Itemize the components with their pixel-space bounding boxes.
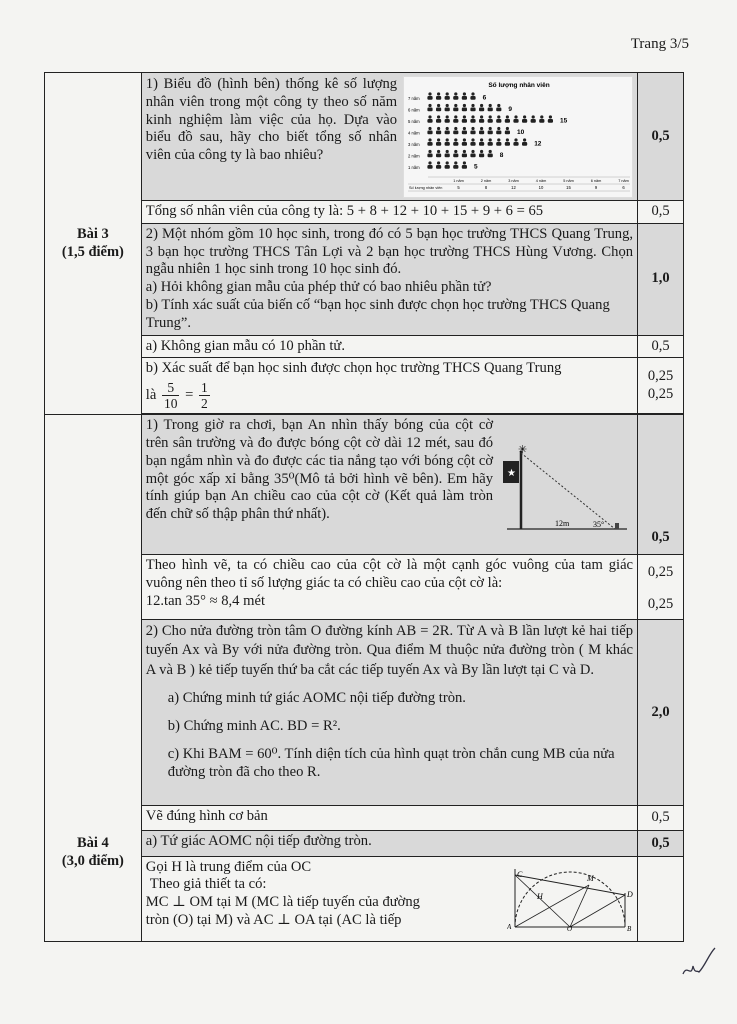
bai4-q2-intro: 2) Cho nửa đường tròn tâm O đường kính AB = 2R. Từ A và B lần lượt kẻ hai tiếp tuyến Ax và By với nửa đường tròn. Qua điểm M thuộc nửa đường tròn ( M khác A và B ) kẻ tiếp tuyến thứ ba cắt các tiếp tuyến Ax và By lần lượt tại C và D. — [145, 622, 634, 678]
segment-oc — [515, 875, 570, 927]
person-icon-body — [436, 165, 441, 169]
shadow-length-label: 12m — [555, 519, 570, 529]
person-icon-body — [496, 131, 501, 135]
flagpole-figure — [497, 439, 633, 539]
bai3-q2-ans-b-scores — [638, 358, 684, 414]
person-icon-body — [462, 154, 467, 158]
person-icon-head — [480, 127, 483, 130]
bai3-q2-ans-b-score1: 0,25 — [647, 368, 674, 385]
person-icon-head — [514, 115, 517, 118]
person-icon-body — [470, 154, 475, 158]
person-icon-body — [539, 119, 544, 123]
label-h: H — [537, 891, 543, 901]
bai4-q1-cell — [141, 415, 637, 555]
person-icon-head — [463, 92, 466, 95]
person-icon-body — [470, 108, 475, 112]
person-icon-body — [436, 154, 441, 158]
employee-chart-svg — [404, 77, 634, 199]
person-icon-body — [505, 119, 510, 123]
person-icon-head — [480, 150, 483, 153]
label-c: C — [517, 869, 523, 879]
chart-table-header: 5 năm — [563, 179, 574, 183]
person-icon-head — [471, 92, 474, 95]
bai3-q2-cell — [141, 223, 637, 335]
person-icon-head — [497, 138, 500, 141]
person-icon-body — [462, 96, 467, 100]
chart-value-label: 12 — [534, 140, 542, 148]
person-icon-head — [471, 104, 474, 107]
bai4-q1-score: 0,5 — [638, 415, 684, 555]
person-icon-body — [496, 142, 501, 146]
person-icon-head — [471, 138, 474, 141]
bai4-q2-ans-draw-score: 0,5 — [638, 806, 684, 831]
chart-table-value: 10 — [538, 185, 544, 190]
person-icon-head — [454, 150, 457, 153]
tangent-cd — [515, 875, 625, 895]
bai4-q2-ans-a-score: 0,5 — [638, 831, 684, 856]
frac1-den: 10 — [163, 396, 178, 412]
person-icon-body — [496, 119, 501, 123]
semicircle-svg — [507, 865, 633, 931]
bai4-q2-proof-row — [45, 856, 684, 941]
bai3-q2-intro: 2) Một nhóm gồm 10 học sinh, trong đó có 5 bạn học trường THCS Quang Trung, 3 bạn học trường THCS Tân Lợi và 2 bạn học trường THCS Hùng Vương. Chọn ngẫu nhiên 1 học sinh trong 10 học sinh đó. — [145, 225, 634, 278]
person-icon-head — [463, 150, 466, 153]
bai4-q2-proof-score — [638, 856, 684, 941]
person-icon-body — [462, 165, 467, 169]
bai3-q2-ans-b-prefix: là — [145, 387, 157, 404]
person-icon-body — [470, 142, 475, 146]
person-icon-head — [437, 92, 440, 95]
chart-row-label: 4 năm — [408, 130, 420, 136]
bai3-q2-ans-b-cell — [141, 358, 637, 414]
chart-table-value: 5 — [457, 185, 460, 190]
person-icon-head — [506, 138, 509, 141]
person-icon-head — [446, 104, 449, 107]
person-icon-head — [463, 104, 466, 107]
person-icon-head — [463, 138, 466, 141]
bai4-points: (3,0 điểm) — [61, 852, 124, 869]
segment-od — [570, 895, 625, 927]
person-icon-body — [488, 131, 493, 135]
label-b: B — [627, 924, 632, 931]
person-icon-head — [446, 92, 449, 95]
chart-row-label: 2 năm — [408, 153, 420, 159]
person-icon-head — [532, 115, 535, 118]
bai4-q1-answer-scores — [638, 555, 684, 619]
person-icon-body — [427, 119, 432, 123]
bai4-label: Bài 4 — [76, 835, 109, 852]
person-icon-body — [453, 108, 458, 112]
person-icon-body — [513, 119, 518, 123]
person-icon-head — [454, 115, 457, 118]
chart-table-header: 4 năm — [535, 179, 547, 183]
bai4-label-cell — [45, 415, 142, 941]
person-icon-head — [437, 161, 440, 164]
person-icon-head — [428, 127, 431, 130]
person-icon-head — [471, 150, 474, 153]
bai3-q2-ans-b-score2: 0,25 — [647, 385, 674, 402]
person-icon-head — [506, 115, 509, 118]
person-icon-body — [488, 142, 493, 146]
page-number: Trang 3/5 — [630, 36, 689, 52]
chart-table-value: 9 — [594, 185, 598, 190]
person-icon-body — [436, 142, 441, 146]
chart-value-label: 9 — [508, 106, 513, 113]
person-icon-body — [427, 165, 432, 169]
person-icon-head — [454, 104, 457, 107]
bai3-q2-b: b) Tính xác suất của biến cố “bạn học sinh được chọn học trường THCS Quang Trung”. — [145, 296, 610, 331]
bai4-q2-ans-line4: tròn (O) tại M) và AC ⊥ OA tại (AC là tiếp — [145, 911, 402, 928]
person-icon-head — [437, 150, 440, 153]
chart-value-label: 5 — [474, 163, 478, 171]
flagpole-svg — [497, 439, 633, 539]
chart-table-value: 8 — [484, 185, 488, 190]
person-icon-head — [463, 161, 466, 164]
person-icon-body — [436, 119, 441, 123]
person-icon-head — [446, 127, 449, 130]
person-icon-head — [489, 138, 492, 141]
bai3-q1-answer: Tổng số nhân viên của công ty là: 5 + 8 + 12 + 10 + 15 + 9 + 6 = 65 — [141, 201, 637, 224]
segment-om — [570, 885, 589, 927]
bai4-q2-cell — [141, 619, 637, 805]
person-icon-head — [463, 127, 466, 130]
label-o: O — [567, 924, 573, 931]
semicircle-figure — [507, 865, 633, 931]
bai3-q1-row — [45, 73, 684, 201]
bai4-q1-answer-score2: 0,25 — [647, 596, 674, 613]
chart-row-label: 6 năm — [408, 107, 420, 113]
chart-row-label: 7 năm — [408, 96, 420, 101]
person-icon-body — [427, 96, 432, 100]
person-icon-body — [445, 142, 450, 146]
person-icon-head — [523, 138, 526, 141]
person-icon-body — [479, 154, 484, 158]
flag-star-icon: ★ — [507, 468, 517, 480]
person-icon-body — [436, 96, 441, 100]
bai3-q2-score: 1,0 — [638, 223, 684, 335]
person-icon-head — [497, 127, 500, 130]
bai4-q2-ans-a: a) Tứ giác AOMC nội tiếp đường tròn. — [141, 831, 637, 856]
bai3-q2-ans-a: a) Không gian mẫu có 10 phần tử. — [141, 335, 637, 358]
person-icon-head — [489, 115, 492, 118]
person-icon-body — [522, 142, 527, 146]
bai3-q1-cell — [141, 73, 637, 201]
equals-sign: = — [185, 387, 194, 404]
person-icon-head — [489, 150, 492, 153]
chart-row-label: 5 năm — [408, 119, 420, 124]
chart-table-header: 7 năm — [618, 179, 629, 183]
chart-row-label: 3 năm — [408, 142, 420, 147]
person-icon-head — [428, 138, 431, 141]
person-icon-body — [445, 154, 450, 158]
person-icon-body — [462, 108, 467, 112]
person-icon-body — [462, 119, 467, 123]
person-icon-head — [428, 150, 431, 153]
semicircle-arc — [515, 869, 625, 927]
person-icon-body — [453, 119, 458, 123]
person-icon-body — [470, 131, 475, 135]
chart-table-row-label: Số lượng nhân viên — [409, 186, 443, 190]
bai4-q2-c: c) Khi BAM = 60⁰. Tính diện tích của hình quạt tròn chắn cung MB của nửa đường tròn đã cho theo R. — [167, 746, 615, 780]
bai4-q2-ans-line3: MC ⊥ OM tại M (MC là tiếp tuyến của đường — [145, 894, 420, 911]
person-icon-body — [531, 119, 536, 123]
person-icon-body — [453, 96, 458, 100]
bai3-q1-text: 1) Biểu đồ (hình bên) thống kê số lượng nhân viên trong một công ty theo số năm kinh nghiệm làm việc của họ. Dựa vào biểu đồ sau, hãy cho biết tổng số nhân viên của công ty là bao nhiêu? — [145, 76, 398, 164]
signature-mark — [679, 944, 719, 984]
person-icon-head — [497, 104, 500, 107]
person-icon-head — [480, 104, 483, 107]
bai4-q2-ans-given: Theo giả thiết ta có: — [149, 876, 267, 893]
bai4-q1-answer-row — [45, 555, 684, 619]
bai3-label-cell — [45, 73, 142, 415]
person-icon-body — [427, 154, 432, 158]
person-icon-head — [471, 127, 474, 130]
person-icon-head — [437, 138, 440, 141]
segment-am — [515, 885, 589, 927]
person-icon-head — [489, 104, 492, 107]
person-icon-body — [436, 108, 441, 112]
person-icon-head — [446, 138, 449, 141]
person-icon-head — [514, 138, 517, 141]
chart-table-header: 3 năm — [508, 179, 519, 183]
person-icon-head — [549, 115, 552, 118]
person-icon-head — [446, 115, 449, 118]
person-icon-head — [428, 92, 431, 95]
person-icon-body — [513, 142, 518, 146]
person-icon-head — [428, 115, 431, 118]
person-icon-head — [480, 138, 483, 141]
bai4-q2-ans-h: Gọi H là trung điểm của OC — [145, 858, 312, 875]
bai4-q2-draw-row — [45, 806, 684, 831]
bai4-q2-ans-a-row — [45, 831, 684, 856]
chart-value-label: 8 — [499, 152, 504, 159]
bai4-q2-proof-cell — [141, 856, 637, 941]
sun-ray-line — [521, 453, 615, 529]
person-icon-body — [445, 96, 450, 100]
bai4-q1-answer1: Theo hình vẽ, ta có chiều cao của cột cờ là một cạnh góc vuông của tam giác vuông nên theo tỉ số lượng giác ta có chiều cao của cột cờ là: — [145, 557, 634, 592]
person-icon-head — [540, 115, 543, 118]
chart-title: Số lượng nhân viên — [488, 82, 550, 89]
person-icon-body — [453, 154, 458, 158]
frac1-num: 5 — [162, 380, 180, 396]
person-icon-head — [523, 115, 526, 118]
person-icon-head — [437, 104, 440, 107]
person-icon-body — [488, 108, 493, 112]
chart-table-value: 12 — [511, 185, 516, 190]
frac2-den: 2 — [201, 396, 208, 412]
person-icon-head — [437, 115, 440, 118]
person-icon-head — [454, 92, 457, 95]
person-icon-body — [427, 108, 432, 112]
person-icon-body — [496, 108, 501, 112]
fraction-1-2 — [199, 380, 210, 411]
person-icon-body — [453, 131, 458, 135]
bai3-points: (1,5 điểm) — [61, 243, 124, 260]
bai4-q1-text: 1) Trong giờ ra chơi, bạn An nhìn thấy bóng của cột cờ trên sân trường và đo được bóng cột cờ dài 12 mét, sau đó bạn ngắm nhìn và đo được các tia nắng tạo với bóng cột cờ một góc xấp xỉ bằng 35⁰(Mô tả bởi hình vẽ bên). Em hãy tính giúp bạn An chiều cao của cột cờ (Kết quả làm tròn đến chữ số thập phân thứ nhất). — [145, 417, 494, 523]
bai3-label: Bài 3 — [76, 225, 109, 242]
bai3-q2-ans-a-row — [45, 335, 684, 358]
person-icon-body — [505, 131, 510, 135]
bai3-q1-answer-score: 0,5 — [638, 201, 684, 224]
person-icon-body — [436, 131, 441, 135]
chart-table-header: 2 năm — [480, 179, 492, 183]
person-icon-body — [479, 131, 484, 135]
person-icon-body — [427, 131, 432, 135]
person-icon-body — [479, 119, 484, 123]
person-icon-body — [445, 131, 450, 135]
person-icon-body — [445, 108, 450, 112]
person-icon-body — [505, 142, 510, 146]
person-icon-head — [446, 161, 449, 164]
chart-value-label: 10 — [517, 129, 525, 136]
bai4-q2-score: 2,0 — [638, 619, 684, 805]
chart-row-label: 1 năm — [408, 165, 420, 170]
person-icon-head — [437, 127, 440, 130]
chart-table-header: 1 năm — [453, 179, 464, 183]
bai4-q1-answer-cell — [141, 555, 637, 619]
bai3-q1-answer-row — [45, 201, 684, 224]
bai3-q2-ans-b-row — [45, 358, 684, 414]
person-icon-body — [462, 142, 467, 146]
person-icon-body — [470, 96, 475, 100]
bai4-q2-ans-draw: Vẽ đúng hình cơ bản — [141, 806, 637, 831]
person-icon-head — [428, 161, 431, 164]
person-icon-head — [480, 115, 483, 118]
fraction-5-10 — [162, 380, 180, 411]
person-icon-body — [548, 119, 553, 123]
person-icon-body — [453, 142, 458, 146]
chart-table-value: 6 — [622, 185, 625, 190]
person-icon-body — [488, 119, 493, 123]
person-icon-body — [462, 131, 467, 135]
person-icon-head — [446, 150, 449, 153]
label-d: D — [627, 889, 633, 899]
observer-icon — [615, 523, 619, 529]
person-icon-head — [463, 115, 466, 118]
employee-chart — [403, 76, 633, 198]
person-icon-body — [488, 154, 493, 158]
angle-label: 35° — [593, 520, 605, 530]
person-icon-body — [453, 165, 458, 169]
bai3-q2-ans-b: b) Xác suất để bạn học sinh được chọn học trường THCS Quang Trung — [145, 360, 562, 377]
bai4-q1-answer-score1: 0,25 — [647, 564, 674, 581]
frac2-num: 1 — [201, 380, 208, 396]
person-icon-head — [506, 127, 509, 130]
person-icon-head — [454, 127, 457, 130]
bai4-q2-a: a) Chứng minh tứ giác AOMC nội tiếp đường tròn. — [167, 690, 466, 707]
person-icon-body — [522, 119, 527, 123]
bai3-q2-row — [45, 223, 684, 335]
person-icon-head — [428, 104, 431, 107]
bai3-q2-a: a) Hỏi không gian mẫu của phép thử có bao nhiêu phần tử? — [145, 279, 492, 296]
sun-icon: ✳ — [518, 443, 528, 457]
person-icon-body — [427, 142, 432, 146]
bai4-q1-answer2: 12.tan 35° ≈ 8,4 mét — [145, 592, 266, 609]
label-a: A — [507, 922, 512, 931]
chart-value-label: 6 — [482, 94, 487, 102]
person-icon-body — [445, 119, 450, 123]
chart-value-label: 15 — [560, 117, 568, 125]
person-icon-head — [471, 115, 474, 118]
answer-table — [44, 72, 684, 942]
person-icon-head — [454, 138, 457, 141]
person-icon-head — [489, 127, 492, 130]
person-icon-body — [479, 142, 484, 146]
bai4-q1-row — [45, 415, 684, 555]
person-icon-head — [454, 161, 457, 164]
person-icon-body — [479, 108, 484, 112]
bai4-q2-row — [45, 619, 684, 805]
person-icon-head — [497, 115, 500, 118]
bai3-q2-ans-a-score: 0,5 — [638, 335, 684, 358]
label-m: M — [587, 873, 594, 883]
person-icon-body — [445, 165, 450, 169]
chart-table-header: 6 năm — [590, 179, 602, 183]
bai3-q1-score: 0,5 — [638, 73, 684, 201]
chart-table-value: 15 — [566, 185, 571, 190]
person-icon-body — [470, 119, 475, 123]
bai4-q2-b: b) Chứng minh AC. BD = R². — [167, 718, 341, 735]
